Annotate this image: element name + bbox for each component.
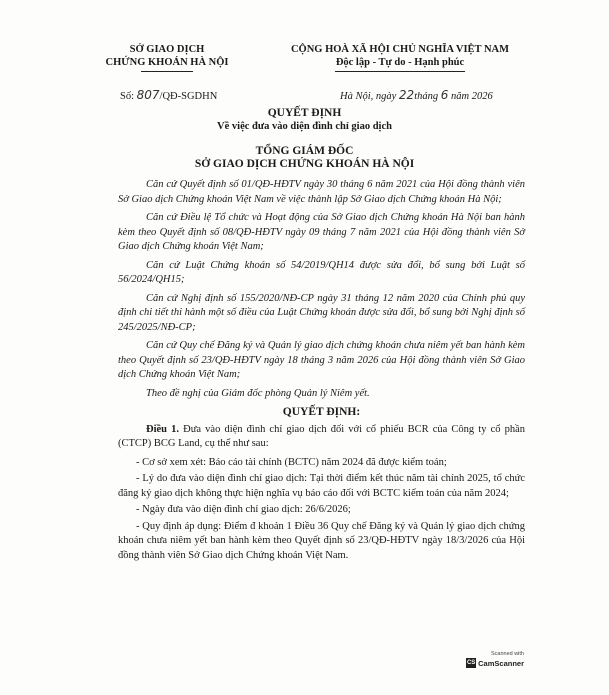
article-item: - Quy định áp dụng: Điểm đ khoản 1 Điều 36 Quy chế Đăng ký và Quản lý giao dịch chứng khoán chưa niêm yết ban hành kèm theo Quyết định số 23/QĐ-HĐTV ngày 18/3/2026 của Hội đồng thành viên Sở Giao dịch Chứng khoán Việt Nam. — [118, 520, 525, 561]
doc-no-prefix: Số: — [120, 91, 135, 102]
decision-subject: Về việc đưa vào diện đình chỉ giao dịch — [217, 121, 392, 132]
org-line-2: CHỨNG KHOÁN HÀ NỘI — [105, 57, 229, 68]
camscanner-watermark — [462, 651, 524, 675]
date-year: năm 2026 — [451, 91, 493, 102]
document-body — [118, 178, 525, 565]
article-item: - Cơ sở xem xét: Báo cáo tài chính (BCTC) năm 2024 đã được kiểm toán; — [136, 456, 447, 468]
national-motto — [250, 43, 550, 72]
ground-paragraph: Căn cứ Nghị định số 155/2020/NĐ-CP ngày 31 tháng 12 năm 2020 của Chính phủ quy định chi tiết thi hành một số điều của Luật Chứng khoán được sửa đổi, bổ sung bởi Nghị định số 245/2025/NĐ-CP; — [118, 292, 525, 333]
nation-line-2: Độc lập - Tự do - Hạnh phúc — [335, 57, 465, 68]
org-underline — [141, 71, 193, 72]
issuing-organization — [92, 43, 242, 72]
scanned-with-label: Scanned with — [490, 651, 524, 657]
organization-full-name: SỞ GIAO DỊCH CHỨNG KHOÁN HÀ NỘI — [194, 158, 415, 170]
document-date — [340, 88, 493, 102]
motto-underline — [335, 71, 465, 72]
document-number — [120, 88, 217, 102]
date-month-handwritten: 6 — [440, 88, 449, 102]
article-1-label: Điều 1. — [146, 423, 179, 435]
ground-paragraph: Căn cứ Quyết định số 01/QĐ-HĐTV ngày 30 tháng 6 năm 2021 của Hội đồng thành viên Sở Giao dịch Chứng khoán Việt Nam về việc thành lập Sở Giao dịch Chứng khoán Hà Nội; — [118, 179, 525, 205]
ground-paragraph: Theo đề nghị của Giám đốc phòng Quản lý Niêm yết. — [146, 387, 370, 399]
ground-paragraph: Căn cứ Luật Chứng khoán số 54/2019/QH14 được sửa đổi, bổ sung bởi Luật số 56/2024/QH15; — [118, 259, 525, 285]
decision-title: QUYẾT ĐỊNH — [267, 107, 342, 119]
camscanner-name: CamScanner — [478, 658, 524, 668]
nation-line-1: CỘNG HOÀ XÃ HỘI CHỦ NGHĨA VIỆT NAM — [290, 44, 510, 55]
camscanner-brand — [462, 658, 524, 668]
ground-paragraph: Căn cứ Quy chế Đăng ký và Quản lý giao dịch chứng khoán chưa niêm yết ban hành kèm theo Quyết định số 23/QĐ-HĐTV ngày 18 tháng 3 năm 2026 của Hội đồng thành viên Sở Giao dịch Chứng khoán Việt Nam; — [118, 340, 525, 380]
article-item: - Ngày đưa vào diện đình chỉ giao dịch: 26/6/2026; — [136, 504, 351, 515]
date-prefix: Hà Nội, ngày — [340, 91, 397, 102]
doc-no-handwritten: 807 — [136, 88, 160, 102]
camscanner-logo-icon: CS — [466, 660, 476, 666]
ground-paragraph: Căn cứ Điều lệ Tổ chức và Hoạt động của Sở Giao dịch Chứng khoán Hà Nội ban hành kèm theo Quyết định số 08/QĐ-HĐTV ngày 09 tháng 7 năm 2021 của Hội đồng thành viên Sở Giao dịch Chứng khoán Việt Nam; — [118, 212, 525, 252]
article-1 — [118, 423, 525, 452]
decides-heading: QUYẾT ĐỊNH: — [282, 406, 361, 418]
article-item: - Lý do đưa vào diện đình chỉ giao dịch: Tại thời điểm kết thúc năm tài chính 2025, tổ chức đăng ký giao dịch không thực hiện nghĩa vụ báo cáo đối với BCTC kiểm toán của năm 2024; — [118, 473, 525, 499]
date-day-handwritten: 22 — [398, 88, 415, 102]
signer-role: TỔNG GIÁM ĐỐC — [255, 145, 354, 157]
doc-no-suffix: /QĐ-SGDHN — [159, 91, 218, 102]
org-line-1: SỞ GIAO DỊCH — [129, 44, 205, 55]
article-1-text: Đưa vào diện đình chỉ giao dịch đối với cổ phiếu BCR của Công ty cổ phần (CTCP) BCG Land, cụ thể như sau: — [118, 423, 526, 449]
date-month-label: tháng — [414, 91, 439, 102]
